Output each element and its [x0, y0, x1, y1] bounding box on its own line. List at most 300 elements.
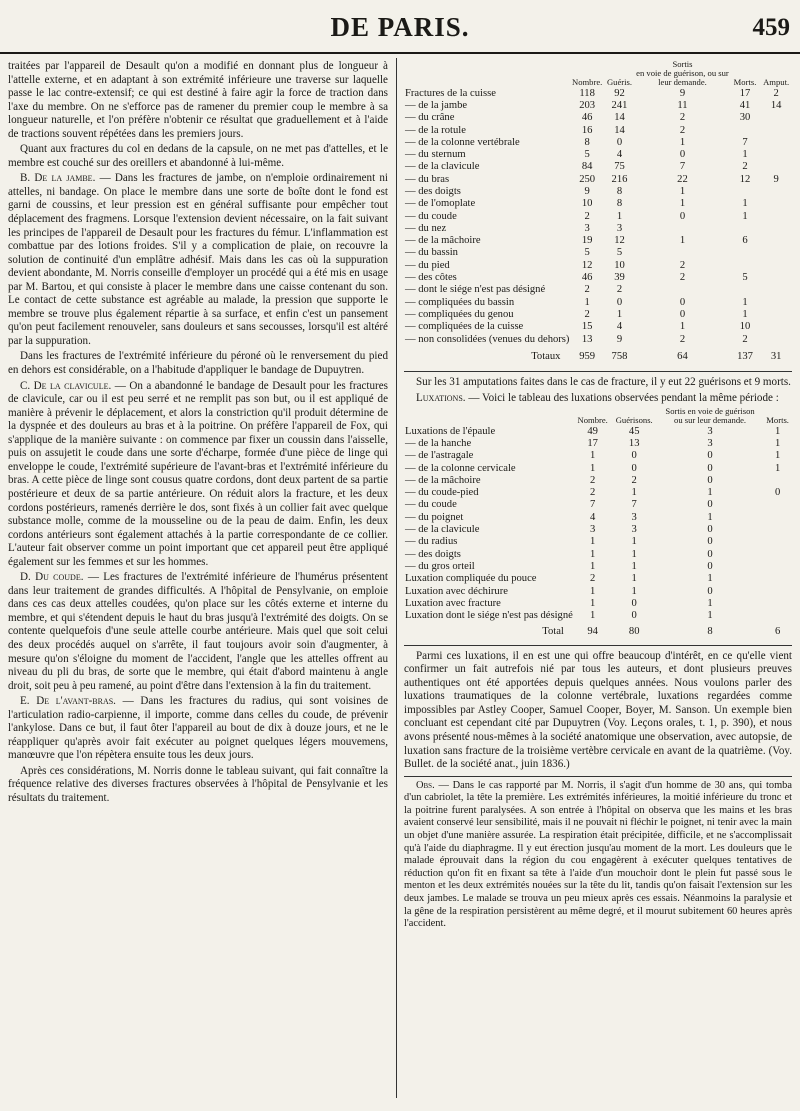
- table-row: [404, 334, 792, 346]
- paragraph: Parmi ces luxations, il en est une qui offre beaucoup d'intérêt, en ce qu'elle vient confirmer un fait autrefois nié par tous les auteurs, et dont plusieurs preuves authentiques ont été apportées depuis quelques années. Nous voulons parler des luxations traumatiques de la colonne vertébrale, luxations regardées comme impossibles par Astley Cooper, Samuel Cooper, Boyer, M. Sanson. Un exemple bien concluant est cependant cité par Dupuytren (Voy. Leçons orales, t. 1, p. 390), et nous avons présenté nous-mêmes à la société anatomique une observation, avec autopsie, de luxation sans fracture de la troisième vertèbre cervicale en avant de la quatrième. (Voy. Bullet. de la société anat., juin 1836.): [404, 649, 792, 771]
- table-cell: 118: [579, 87, 595, 99]
- table-cell: [635, 284, 730, 296]
- table-cell: 46: [581, 112, 593, 124]
- table-cell: 1: [742, 149, 748, 161]
- table-row: [404, 88, 792, 100]
- table-cell: 1: [707, 597, 713, 609]
- table-cell: 2: [631, 474, 637, 486]
- table-cell: 2: [742, 161, 748, 173]
- table-cell: 7: [742, 136, 748, 148]
- table-cell: [760, 272, 792, 284]
- table-cell: 9: [584, 185, 590, 197]
- table-cell: 2: [679, 333, 686, 345]
- table-cell: [760, 198, 792, 210]
- table-cell: [760, 125, 792, 137]
- table-cell: 250: [579, 173, 596, 185]
- table-cell: 0: [631, 610, 637, 622]
- table-cell: [763, 586, 792, 598]
- page-header: [0, 0, 800, 54]
- table-row: [404, 475, 792, 487]
- table-cell: 64: [677, 350, 688, 362]
- table-cell: [763, 598, 792, 610]
- table-cell: [730, 186, 760, 198]
- row-label: — de l'astragale: [405, 450, 474, 462]
- table-cell: 0: [707, 474, 713, 486]
- luxations-table-body: [404, 426, 792, 623]
- table-cell: 1: [631, 585, 637, 597]
- table-cell: 7: [631, 499, 637, 511]
- table-cell: 10: [581, 198, 593, 210]
- table-cell: 5: [616, 247, 623, 259]
- section-heading: Obs.: [416, 779, 435, 791]
- table-row: [404, 149, 792, 161]
- table-row: [404, 426, 792, 438]
- table-row: [404, 272, 792, 284]
- table-cell: 2: [590, 487, 596, 499]
- section-observation: [404, 780, 792, 931]
- table-cell: 1: [590, 597, 596, 609]
- table-cell: 16: [581, 124, 593, 136]
- table-cell: 1: [631, 573, 637, 585]
- table-cell: 31: [770, 350, 782, 362]
- table-cell: 1: [590, 585, 596, 597]
- table-cell: 14: [770, 99, 782, 111]
- table-cell: 3: [707, 437, 713, 449]
- page-title: DE PARIS.: [330, 12, 470, 42]
- table-cell: [760, 137, 792, 149]
- section-clavicule: [8, 380, 388, 570]
- left-column: [8, 60, 388, 808]
- table-cell: 2: [616, 284, 623, 296]
- row-label: Luxation avec déchirure: [405, 585, 508, 597]
- table-row: [404, 125, 792, 137]
- table-row: [404, 260, 792, 272]
- row-label: — du nez: [405, 222, 447, 234]
- row-label: — des doigts: [405, 185, 461, 197]
- table-cell: 1: [590, 536, 596, 548]
- table-cell: 2: [584, 308, 590, 320]
- table-cell: 11: [677, 99, 688, 111]
- table-cell: 9: [616, 333, 623, 345]
- table-cell: 8: [707, 626, 713, 638]
- section-text: — Les fractures de l'extrémité inférieure de l'humérus présentent dans leur traitement de grandes difficultés. A l'hôpital de Pensylvanie, on emploie dans ces cas deux attelles coudées, qu'on place sur les côtés externe et interne du membre, et qui s'étendent depuis le haut du bras jusqu'à l'extrémité des doigts. On se contente quelquefois d'une seule attelle courbe antérieure. Mais quel que soit celui des deux procédés auquel on s'arrête, il faut toujours avoir soin d'augmenter, à mesure qu'on s'éloigne du moment de l'accident, l'angle que les attelles offrent au niveau du pli du bras, de sorte que le membre, qui était d'abord maintenu à angle droit, soit peu à peu ramené, au point d'être dans l'extension à la fin du traitement.: [8, 571, 389, 692]
- table-cell: 2: [590, 474, 596, 486]
- table-row: [404, 499, 792, 511]
- table-cell: 9: [679, 87, 686, 99]
- table-cell: [730, 284, 760, 296]
- table-cell: 0: [631, 597, 637, 609]
- table-cell: 1: [742, 210, 748, 222]
- row-label: Luxation avec fracture: [405, 597, 501, 609]
- section-avant-bras: [8, 695, 388, 763]
- table-cell: 0: [679, 296, 686, 308]
- table-row: [404, 223, 792, 235]
- row-label: — compliquées de la cuisse: [405, 321, 524, 333]
- table-cell: 241: [611, 99, 628, 111]
- row-label: — de la jambe: [405, 99, 468, 111]
- table-row: [404, 463, 792, 475]
- table-cell: 39: [614, 272, 625, 284]
- section-text: — Dans les fractures de jambe, on n'emploie ordinairement ni attelles, ni bandage. On place le membre dans une sorte de boîte dont le fond est garni de coussins, et leur pression est en général suffisante pour empêcher tout déplacement des fragmens. Lorsque l'extension devient nécessaire, on la fait suivant les principes de l'appareil de Desault pour les fractures du fémur. L'inflammation est combattue par des lotions froides. S'il y a complication de plaie, on recouvre la solution de continuité d'un emplâtre adhésif. Mais dans les cas où la suppuration devient abondante, M. Norris conseille d'employer un procédé qui a été mis en usage par M. Bartou, et qui consiste à placer le membre dans une caisse contenant du son. Le contact de cette substance est agréable au malade, la pression que supporte le membre se trouve plus également répartie à sa surface, et enfin c'est un pansement qu'on peut facilement renouveler, sans douleurs et sans secousses, lorsqu'il est altéré par la suppuration.: [8, 172, 389, 347]
- table-cell: [730, 125, 760, 137]
- table-cell: [760, 321, 792, 333]
- table-cell: 1: [742, 198, 748, 210]
- table-cell: 13: [628, 437, 640, 449]
- table-cell: [760, 112, 792, 124]
- table-cell: 1: [774, 450, 781, 462]
- row-label: — des doigts: [405, 548, 461, 560]
- table-cell: 2: [679, 259, 686, 271]
- paragraph: Après ces considérations, M. Norris donne le tableau suivant, qui fait connaître la fréquence relative des diverses fractures observées à l'hôpital de Pensylvanie et les résultats du traitement.: [8, 764, 388, 804]
- row-label: — des côtes: [405, 272, 457, 284]
- table-row: [404, 586, 792, 598]
- row-label: — du coude: [405, 210, 457, 222]
- table-cell: 0: [616, 136, 623, 148]
- table-cell: 1: [707, 511, 713, 523]
- table-cell: 10: [739, 321, 751, 333]
- table-header: en voie de guérison, ou sur: [636, 68, 729, 79]
- table-cell: 8: [616, 185, 623, 197]
- row-label: Luxation compliquée du pouce: [405, 573, 537, 585]
- page-number: 459: [752, 14, 790, 41]
- table-cell: [730, 247, 760, 259]
- row-label: — du bras: [405, 173, 450, 185]
- table-cell: [760, 149, 792, 161]
- right-column: [404, 60, 792, 933]
- table-cell: 0: [616, 296, 623, 308]
- table-cell: [760, 247, 792, 259]
- table-row: [404, 174, 792, 186]
- table-cell: 41: [739, 99, 751, 111]
- table-row: [404, 297, 792, 309]
- table-cell: [760, 211, 792, 223]
- table-cell: 19: [581, 235, 593, 247]
- table-row: [404, 161, 792, 173]
- table-cell: 8: [584, 136, 590, 148]
- table-cell: [730, 223, 760, 235]
- row-label: Luxations de l'épaule: [405, 425, 496, 437]
- table-row: [404, 112, 792, 124]
- table-cell: 0: [707, 560, 713, 572]
- row-label: — de la clavicule: [405, 524, 480, 536]
- table-cell: [763, 536, 792, 548]
- table-cell: 0: [631, 450, 637, 462]
- table-cell: 0: [707, 536, 713, 548]
- column-header: Morts.: [766, 415, 789, 426]
- section-heading: D. Du coude.: [20, 571, 84, 584]
- column-header: leur demande.: [658, 77, 707, 88]
- row-label: — de la mâchoire: [405, 235, 481, 247]
- table-cell: 1: [774, 462, 781, 474]
- table-cell: 46: [581, 272, 593, 284]
- table-cell: [760, 223, 792, 235]
- table-cell: 4: [590, 511, 596, 523]
- section-text: — Dans les fractures du radius, qui sont voisines de l'articulation radio-carpienne, il importe, comme dans celles du coude, de prévenir l'ankylose. Dans ce but, il faut ôter l'appareil au bout de dix à douze jours, et ne le réappliquer qu'après avoir fait exécuter au poignet quelques légers mouvemens, manœuvre que l'on répètera ensuite tous les deux jours.: [8, 695, 388, 762]
- table-cell: 0: [707, 524, 713, 536]
- row-label: — du sternum: [405, 149, 466, 161]
- table-row: [404, 198, 792, 210]
- table-cell: 1: [590, 548, 596, 560]
- table-cell: 1: [631, 560, 637, 572]
- table-cell: 0: [631, 462, 637, 474]
- table-cell: 2: [679, 272, 686, 284]
- table-cell: 92: [614, 87, 625, 99]
- table-cell: 0: [707, 585, 713, 597]
- table-row: [404, 100, 792, 112]
- table-cell: [763, 524, 792, 536]
- table-cell: 1: [679, 136, 686, 148]
- table-cell: 1: [679, 235, 686, 247]
- row-label: — non consolidées (venues du dehors): [405, 333, 570, 345]
- section-coude: [8, 571, 388, 693]
- table-cell: 1: [616, 308, 623, 320]
- paragraph: traitées par l'appareil de Desault qu'on a modifié en donnant plus de longueur à l'attelle externe, et en adaptant à son extrémité inférieure une traverse sur laquelle passe le lac contre-extensif; ce qui est destiné à faire agir la force de traction dans l'axe du membre. On ne s'efforce pas de ramener du premier coup le membre à sa longueur naturelle, et l'on préfère n'obtenir ce résultat que graduellement et à l'aide de tractions souvent répétées dans les premiers jours.: [8, 60, 388, 140]
- section-text: — Dans le cas rapporté par M. Norris, il s'agit d'un homme de 30 ans, qui tomba d'un cabriolet, la tête la première. Les extrémités inférieures, la moitié inférieure du tronc et la poitrine furent paralysées. A son entrée à l'hôpital on observa que les mains et les bras avaient conservé leur sensibilité, mais il ne pouvait ni fléchir le poignet, ni tenir avec la main un objet d'une manière assurée. La respiration était précipitée, difficile, et ne s'accomplissait qu'à l'aide du diaphragme. Il y eut érection jusqu'au moment de la mort. Les douleurs que le malade éprouvait dans la région du cou engagèrent à exécuter quelques tentatives de réduction qu'on fit en fixant sa tête à l'aide d'un mouchoir dont le plein fut passé sous le menton et les deux extrémités nouées sur la tête du lit, tandis qu'on faisait l'extension sur les deux jambes. Le malade se trouva un peu mieux après ces essais. Néanmoins la paralysie et la gêne de la respiration persistèrent au même degré, et il mourut subitement 60 heures après l'accident.: [404, 779, 792, 930]
- table-cell: 959: [579, 350, 596, 362]
- table-cell: 84: [581, 161, 593, 173]
- fractures-table-body: [404, 88, 792, 346]
- table-cell: 1: [590, 560, 596, 572]
- section-jambe: [8, 172, 388, 348]
- row-label: — de la clavicule: [405, 161, 480, 173]
- table-cell: 1: [616, 210, 623, 222]
- table-cell: 80: [628, 626, 640, 638]
- fractures-table: [404, 60, 792, 363]
- table-cell: Totaux: [531, 350, 561, 362]
- section-heading: E. De l'avant-bras.: [20, 695, 116, 708]
- column-header: ou sur leur demande.: [674, 415, 747, 426]
- row-label: — compliquées du bassin: [405, 296, 515, 308]
- table-cell: [763, 573, 792, 585]
- table-cell: 6: [774, 626, 781, 638]
- table-row: [404, 561, 792, 573]
- table-cell: 1: [707, 487, 713, 499]
- table-row: [404, 321, 792, 333]
- table-cell: 1: [774, 425, 781, 437]
- divider: [404, 776, 792, 777]
- section-text: — On a abandonné le bandage de Desault pour les fractures de clavicule, car ou il est peu serré et ne remplit pas son but, ou il est appliqué de manière à prévenir le déplacement, et alors la constriction qu'il produit détermine de la dyspnée et des douleurs au bras et à la poitrine. On préfère l'appareil de Fox, qui s'applique de la manière suivante : on commence par fixer un coussin dans l'aisselle, puis on assujetit le coude dans une sorte d'écharpe, formée d'une pièce de linge qui enveloppe le coude, l'extrémité supérieure de l'avant-bras et l'extrémité inférieure du bras. A cette pièce de linge sont cousus quatre cordons, dont deux partent de sa partie postérieure et deux de sa partie antérieure. On réduit alors la fracture, et les deux cordons postérieurs, ramenés derrière le dos, sont fixés à un collier fait avec quelque substance molle, comme de la mousseline ou de la peau de daim. Enfin, les deux cordons antérieurs sont également attachés à la partie correspondante de ce collier. L'auteur fait observer comme un point important que cet appareil peut être appliqué également sur les femmes et sur les hommes.: [8, 379, 388, 568]
- table-cell: 1: [590, 450, 596, 462]
- table-cell: 0: [707, 462, 713, 474]
- section-text: — Voici le tableau des luxations observées pendant la même période :: [468, 391, 779, 404]
- table-row: [404, 284, 792, 296]
- table-cell: 30: [739, 112, 751, 124]
- table-cell: 5: [742, 272, 748, 284]
- row-label: — compliquées du genou: [405, 308, 514, 320]
- table-cell: 216: [611, 173, 628, 185]
- table-cell: 3: [590, 524, 596, 536]
- table-cell: [763, 512, 792, 524]
- table-cell: 4: [616, 321, 623, 333]
- table-cell: [763, 561, 792, 573]
- luxations-table: [404, 407, 792, 638]
- table-cell: 75: [614, 161, 625, 173]
- table-cell: 2: [590, 573, 596, 585]
- table-row: [404, 610, 792, 622]
- row-label: — dont le siége n'est pas désigné: [405, 284, 546, 296]
- table-cell: 3: [584, 222, 590, 234]
- table-row: [404, 549, 792, 561]
- row-label: — du crâne: [405, 112, 455, 124]
- table-cell: 758: [611, 350, 628, 362]
- table-cell: 1: [631, 536, 637, 548]
- table-cell: 1: [590, 610, 596, 622]
- table-cell: 17: [739, 87, 751, 99]
- table-cell: [760, 309, 792, 321]
- table-cell: 1: [679, 185, 686, 197]
- table-cell: 12: [739, 173, 751, 185]
- table-cell: 9: [773, 173, 779, 185]
- row-label: — de la mâchoire: [405, 474, 481, 486]
- table-cell: 13: [581, 333, 593, 345]
- table-cell: 6: [742, 235, 748, 247]
- table-cell: 12: [614, 235, 625, 247]
- column-header: Nombre.: [571, 77, 603, 88]
- column-divider: [396, 58, 397, 1098]
- table-header: Sortis: [672, 59, 693, 69]
- column-header: Amput.: [763, 77, 790, 88]
- row-label: — de la colonne vertébrale: [405, 136, 520, 148]
- section-heading: B. De la jambe.: [20, 172, 96, 185]
- table-row: [404, 235, 792, 247]
- table-cell: 1: [742, 296, 748, 308]
- table-cell: [760, 260, 792, 272]
- table-cell: [635, 223, 730, 235]
- row-label: — de la hanche: [405, 437, 472, 449]
- table-cell: 7: [590, 499, 596, 511]
- table-cell: 1: [774, 437, 781, 449]
- table-row: [404, 309, 792, 321]
- table-row: [404, 524, 792, 536]
- row-label: Fractures de la cuisse: [405, 87, 496, 99]
- row-label: — du coude: [405, 499, 457, 511]
- row-label: — de la rotule: [405, 124, 466, 136]
- table-cell: 3: [616, 222, 623, 234]
- table-cell: 1: [679, 321, 686, 333]
- table-cell: 137: [737, 350, 753, 362]
- table-cell: 14: [614, 112, 625, 124]
- table-cell: 1: [584, 296, 590, 308]
- table-cell: 1: [631, 487, 637, 499]
- table-row: [404, 450, 792, 462]
- table-cell: [635, 247, 730, 259]
- table-row: [404, 598, 792, 610]
- table-cell: 1: [631, 548, 637, 560]
- row-label: Luxation dont le siége n'est pas désigné: [405, 610, 573, 622]
- table-row: [404, 186, 792, 198]
- table-cell: 3: [631, 511, 637, 523]
- table-cell: 45: [628, 425, 640, 437]
- table-cell: 203: [579, 99, 596, 111]
- table-cell: 15: [581, 321, 593, 333]
- table-total-row: [404, 346, 792, 363]
- table-cell: 3: [631, 524, 637, 536]
- table-cell: 1: [742, 308, 748, 320]
- table-cell: Total: [542, 626, 564, 638]
- table-row: [404, 536, 792, 548]
- table-cell: 0: [679, 308, 686, 320]
- row-label: — du pied: [405, 259, 450, 271]
- table-cell: 1: [707, 610, 713, 622]
- table-cell: [763, 499, 792, 511]
- table-cell: 2: [584, 284, 590, 296]
- paragraph: Dans les fractures de l'extrémité inférieure du péroné où le renversement du pied en dehors est considérable, on a l'habitude d'appliquer le bandage de Dupuytren.: [8, 350, 388, 377]
- table-cell: 8: [616, 198, 623, 210]
- row-label: — du poignet: [405, 511, 464, 523]
- table-cell: [763, 549, 792, 561]
- table-cell: 7: [679, 161, 686, 173]
- table-cell: 3: [707, 425, 713, 437]
- table-cell: 0: [774, 487, 781, 499]
- table-cell: 2: [679, 124, 686, 136]
- table-cell: [763, 475, 792, 487]
- table-cell: 10: [614, 259, 625, 271]
- table-cell: 5: [584, 149, 590, 161]
- table-cell: 0: [679, 210, 686, 222]
- table-cell: [730, 260, 760, 272]
- paragraph: Sur les 31 amputations faites dans le cas de fracture, il y eut 22 guérisons et 9 morts.: [416, 376, 791, 389]
- table-total-row: [404, 622, 792, 638]
- table-cell: [760, 186, 792, 198]
- table-cell: 0: [707, 499, 713, 511]
- table-cell: 1: [590, 462, 596, 474]
- column-header: Morts.: [733, 77, 757, 88]
- divider: [404, 371, 792, 372]
- table-cell: 17: [587, 437, 598, 449]
- table-cell: 4: [616, 149, 623, 161]
- table-cell: 94: [587, 626, 598, 638]
- divider: [404, 645, 792, 646]
- table-cell: 12: [581, 259, 593, 271]
- table-row: [404, 438, 792, 450]
- column-header: Nombre.: [577, 415, 608, 426]
- row-label: — du radius: [405, 536, 458, 548]
- table-header: Sortis en voie de guérison: [665, 406, 755, 417]
- table-cell: 49: [587, 425, 598, 437]
- table-cell: [763, 610, 792, 622]
- column-header: Guéris.: [606, 77, 633, 88]
- row-label: — du bassin: [405, 247, 458, 259]
- table-cell: 1: [707, 573, 713, 585]
- table-row: [404, 247, 792, 259]
- table-cell: 1: [679, 198, 686, 210]
- column-header: Guérisons.: [615, 415, 653, 426]
- table-row: [404, 512, 792, 524]
- table-cell: 2: [742, 333, 748, 345]
- table-row: [404, 573, 792, 585]
- row-label: — de la colonne cervicale: [405, 462, 516, 474]
- table-cell: 22: [677, 173, 688, 185]
- row-label: — du gros orteil: [405, 560, 475, 572]
- table-cell: 2: [584, 210, 590, 222]
- table-cell: [760, 284, 792, 296]
- table-cell: 0: [679, 149, 686, 161]
- table-cell: [760, 334, 792, 346]
- table-cell: [760, 235, 792, 247]
- table-cell: 14: [614, 124, 625, 136]
- paragraph: Quant aux fractures du col en dedans de la capsule, on ne met pas d'attelles, et le membre est couché sur des oreillers et abandonné à lui-même.: [8, 143, 388, 169]
- section-heading: C. De la clavicule.: [20, 379, 112, 392]
- section-luxations: [404, 392, 792, 406]
- table-cell: 5: [584, 247, 590, 259]
- table-cell: 2: [773, 87, 779, 99]
- row-label: — du coude-pied: [405, 487, 479, 499]
- table-row: [404, 137, 792, 149]
- table-cell: 0: [707, 450, 713, 462]
- table-cell: [760, 161, 792, 173]
- table-cell: [760, 297, 792, 309]
- table-row: [404, 211, 792, 223]
